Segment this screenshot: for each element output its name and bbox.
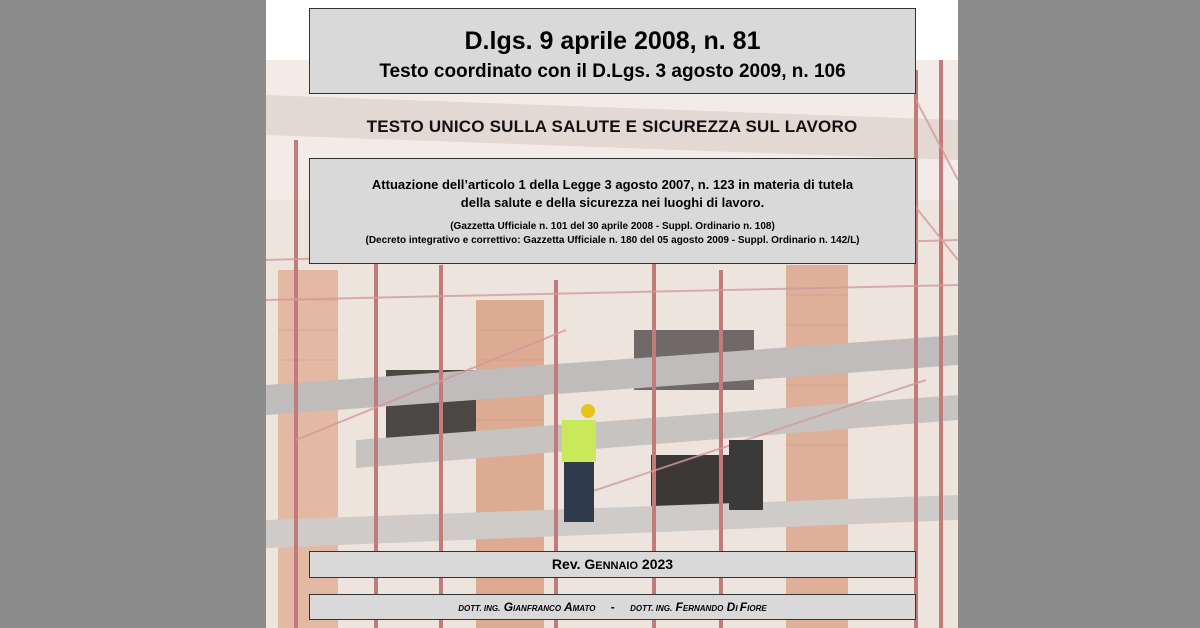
description-line-1: Attuazione dell’articolo 1 della Legge 3 agosto 2007, n. 123 in materia di tutela [371,177,854,192]
publication-notes [310,220,915,248]
construction-scaffolding-photo [266,0,958,628]
author-1-surname-initial: A [563,600,573,614]
author-2-surname-rest: I [735,604,740,613]
decree-note: (Decreto integrativo e correttivo: Gazzetta Ufficiale n. 180 del 05 agosto 2009 - Suppl. Ordinario n. 142/L) [365,235,860,246]
author-1-surname-rest: MATO [572,604,596,613]
title-box [309,8,916,94]
author-2-name-initial: F [675,600,683,614]
document-cover-page [266,0,958,628]
author-1-name-initial: G [503,600,514,614]
description-line-2: della salute e della sicurezza nei luoghi di lavoro. [460,195,765,210]
author-2-surname-initial: D [726,600,736,614]
description-box [309,158,916,264]
author-2-surname2-rest: IORE [747,604,767,613]
revision-prefix: Rev. G [551,556,596,572]
author-2-prefix: DOTT. ING. [630,604,673,613]
revision-month-small: ENNAIO [595,560,639,572]
author-2-name-rest: ERNANDO [682,604,724,613]
author-2-surname2-initial: F [739,600,748,614]
author-1-prefix: DOTT. ING. [458,604,501,613]
author-separator: - [610,600,615,614]
document-subtitle: Testo coordinato con il D.Lgs. 3 agosto 2009, n. 106 [379,61,846,82]
author-1-name-rest: IANFRANCO [513,604,562,613]
document-title: D.lgs. 9 aprile 2008, n. 81 [464,27,761,55]
gazette-note: (Gazzetta Ufficiale n. 101 del 30 aprile 2008 - Suppl. Ordinario n. 108) [450,221,775,232]
revision-year: 2023 [638,556,674,572]
revision-box [309,551,916,578]
description-text [310,176,915,212]
authors-box [309,594,916,620]
main-heading: TESTO UNICO SULLA SALUTE E SICUREZZA SUL LAVORO [366,117,858,136]
